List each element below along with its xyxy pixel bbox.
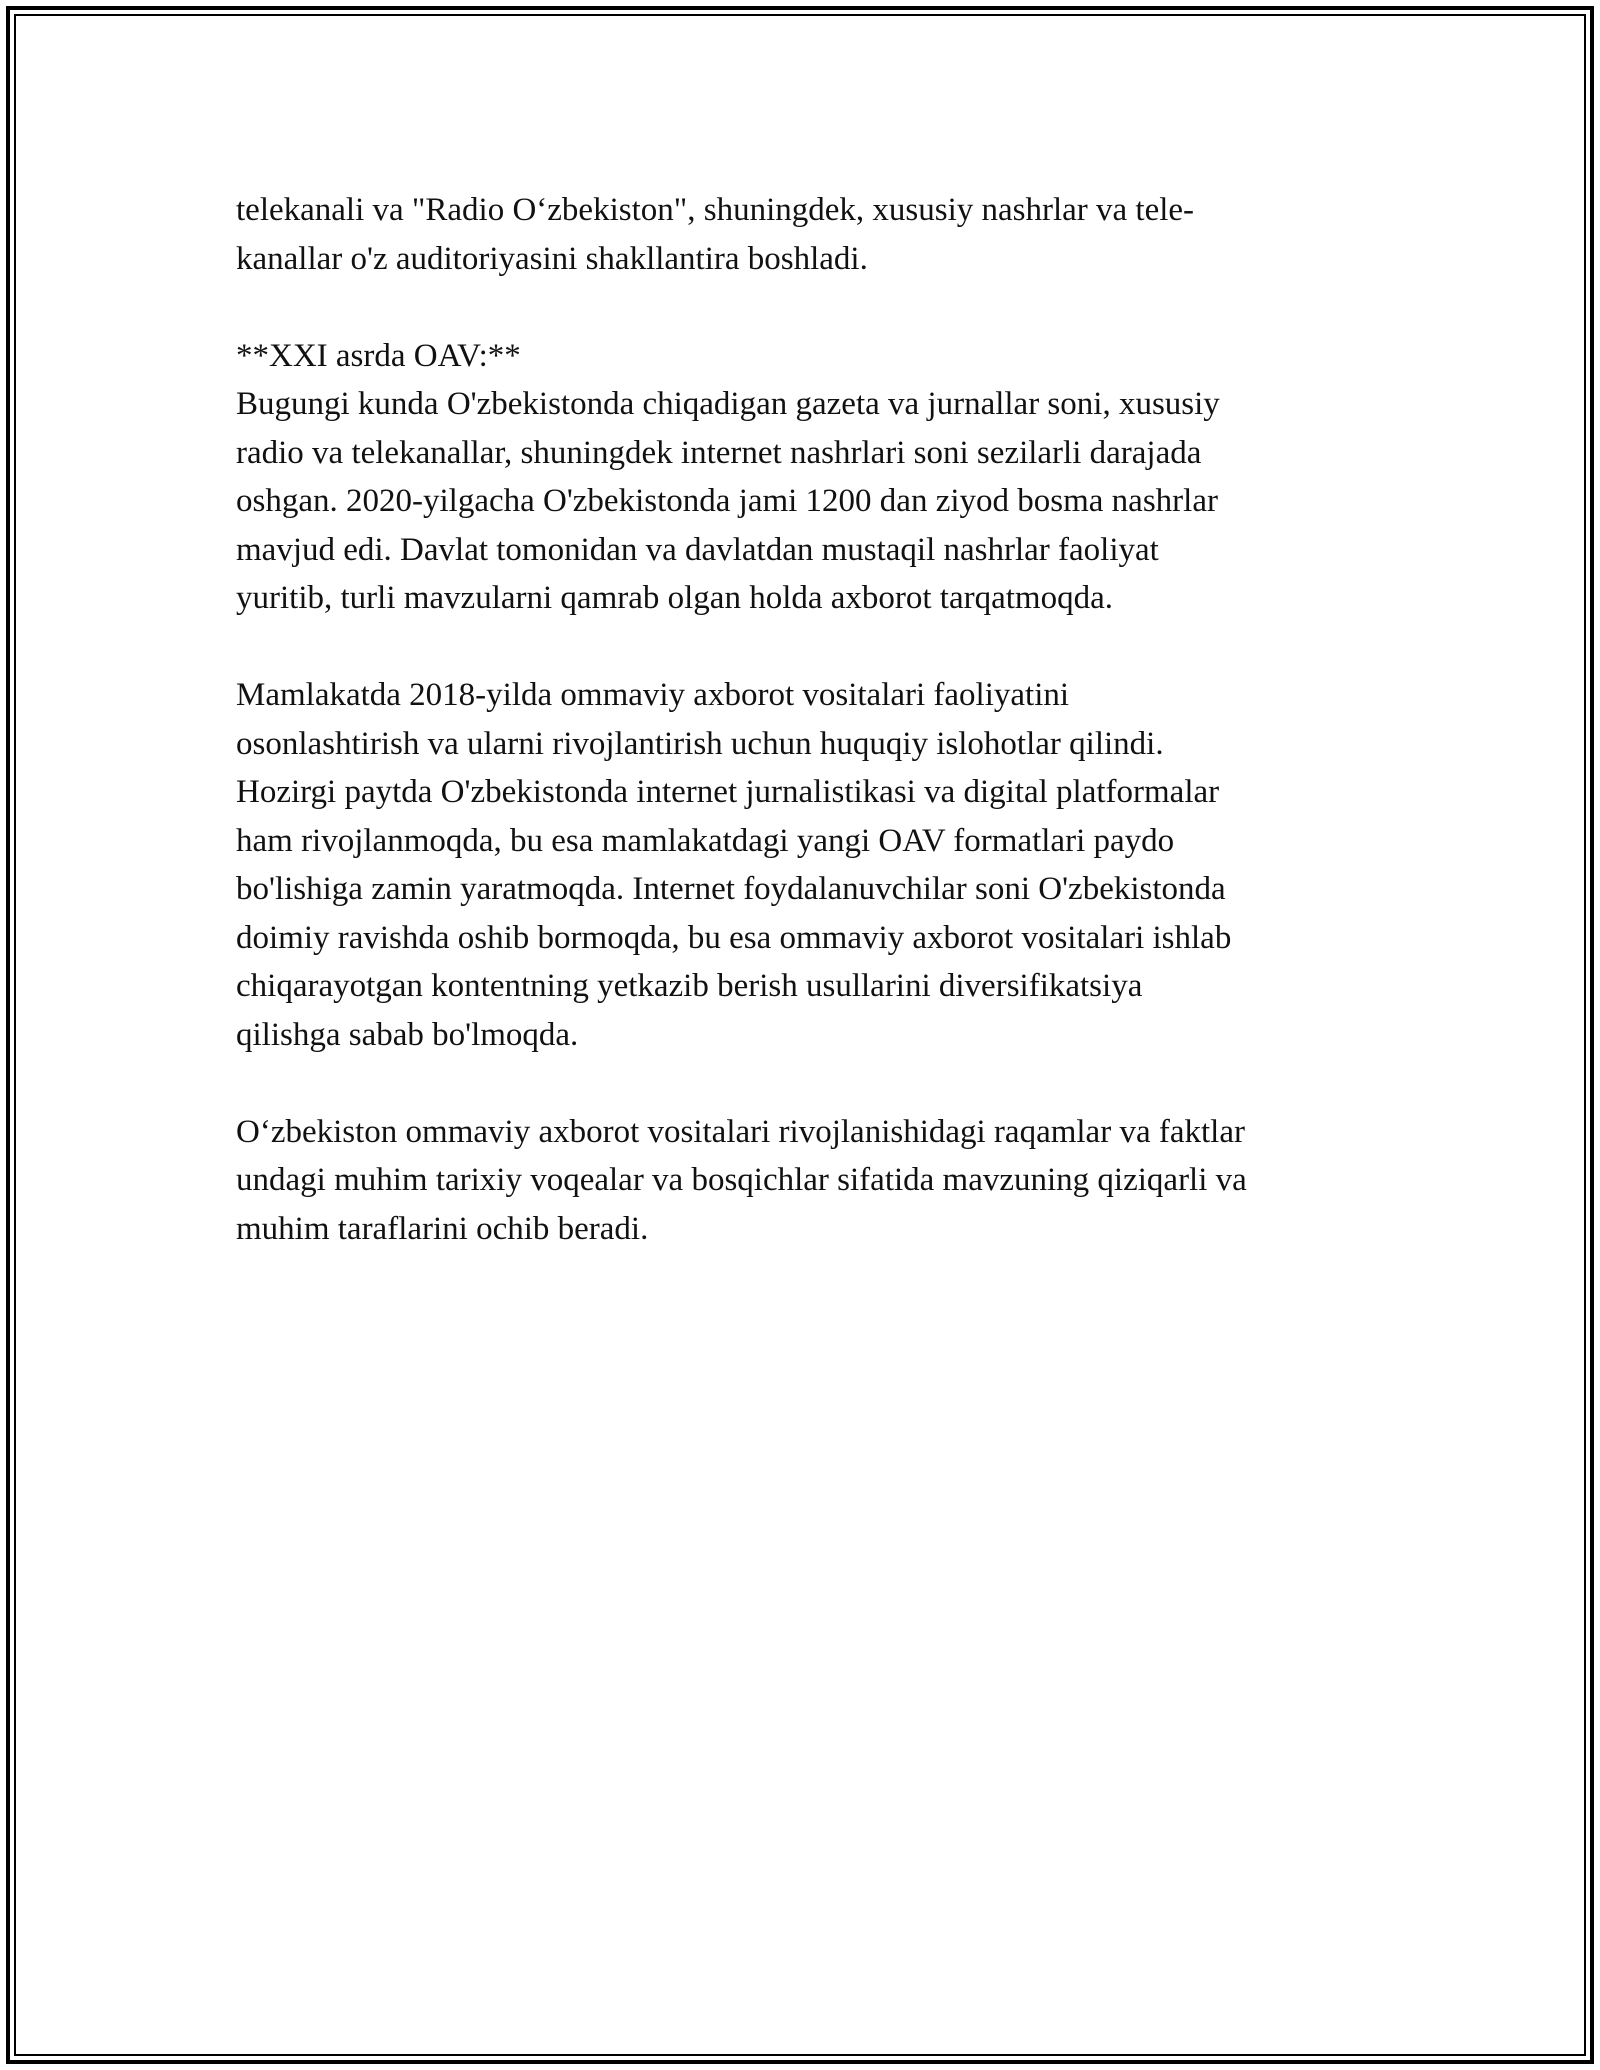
text-line: oshgan. 2020-yilgacha O'zbekistonda jami 1200 dan ziyod bosma nashrlar	[236, 483, 1218, 519]
document-body	[236, 186, 1376, 1302]
text-line: muhim taraflarini ochib beradi.	[236, 1210, 649, 1247]
text-line: osonlashtirish va ularni rivojlantirish uchun huquqiy islohotlar qilindi.	[236, 725, 1164, 762]
text-line: telekanali va "Radio O‘zbekiston", shuningdek, xususiy nashrlar va tele-	[236, 192, 1195, 228]
text-line: doimiy ravishda oshib bormoqda, bu esa ommaviy axborot vositalari ishlab	[236, 919, 1232, 956]
text-line: yuritib, turli mavzularni qamrab olgan holda axborot tarqatmoqda.	[236, 580, 1113, 616]
text-line: mavjud edi. Davlat tomonidan va davlatdan mustaqil nashrlar faoliyat	[236, 531, 1159, 568]
text-line: radio va telekanallar, shuningdek internet nashrlari soni sezilarli darajada	[236, 434, 1202, 471]
text-line: bo'lishiga zamin yaratmoqda. Internet foydalanuvchilar soni O'zbekistonda	[236, 871, 1226, 907]
text-line: qilishga sabab bo'lmoqda.	[236, 1016, 579, 1053]
text-line: Bugungi kunda O'zbekistonda chiqadigan gazeta va jurnallar soni, xususiy	[236, 386, 1220, 422]
paragraph-3	[236, 671, 1376, 1059]
paragraph-4	[236, 1108, 1376, 1254]
paragraph-2	[236, 332, 1376, 623]
text-line: ham rivojlanmoqda, bu esa mamlakatdagi yangi OAV formatlari paydo	[236, 822, 1175, 859]
text-line: O‘zbekiston ommaviy axborot vositalari rivojlanishidagi raqamlar va faktlar	[236, 1113, 1245, 1150]
paragraph-1	[236, 186, 1376, 283]
section-heading: **XXI asrda OAV:**	[236, 337, 521, 374]
text-line: kanallar o'z auditoriyasini shakllantira boshladi.	[236, 240, 868, 277]
text-line: Mamlakatda 2018-yilda ommaviy axborot vositalari faoliyatini	[236, 677, 1070, 713]
text-line: Hozirgi paytda O'zbekistonda internet jurnalistikasi va digital platformalar	[236, 774, 1220, 810]
text-line: chiqarayotgan kontentning yetkazib berish usullarini diversifikatsiya	[236, 968, 1143, 1004]
text-line: undagi muhim tarixiy voqealar va bosqichlar sifatida mavzuning qiziqarli va	[236, 1162, 1247, 1198]
